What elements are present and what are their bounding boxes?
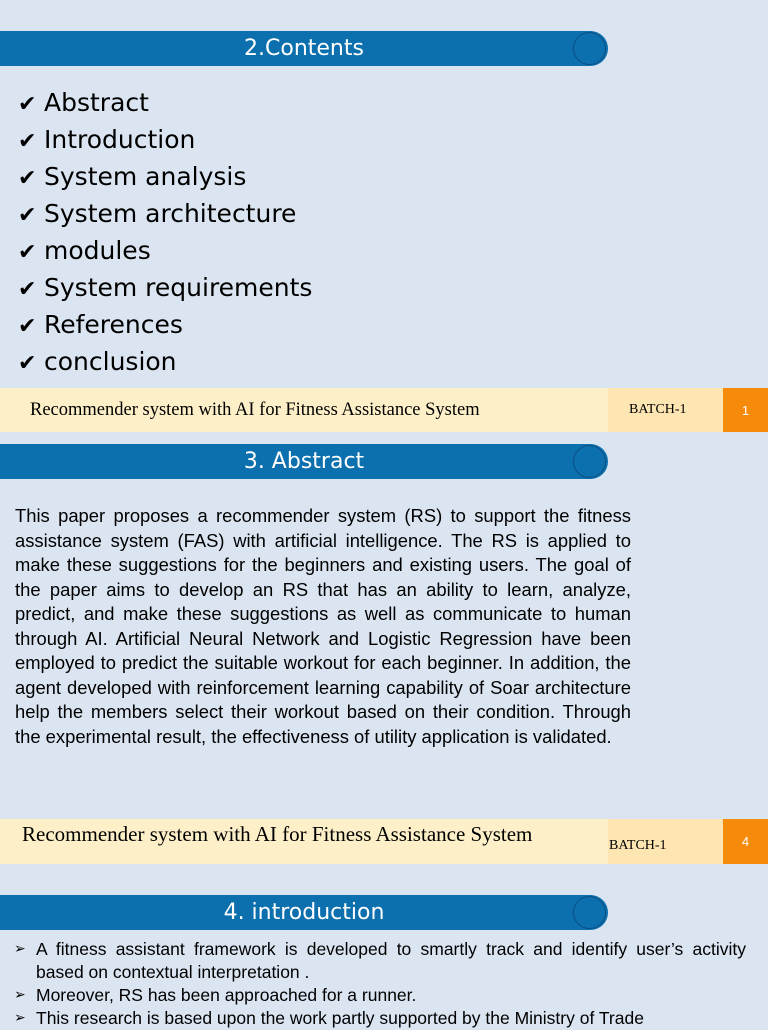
arrow-bullet-icon: ➢ <box>14 941 26 957</box>
footer-title: Recommender system with AI for Fitness Assistance System <box>0 819 608 864</box>
abstract-text: This paper proposes a recommender system (RS) to support the fitness assistance system (FAS) with artificial intelligence. The RS is applied to make these suggestions for the beginners and existing users. The goal of the paper aims to develop an RS that has an ability to learn, analyze, predict, and make these suggestions as well as communicate to human through AI. Artificial Neural Network and Logistic Regression have been employed to predict the suitable workout for each beginner. In addition, the agent developed with reinforcement learning capability of Soar architecture help the members select their workout based on their condition. Through the experimental result, the effectiveness of utility application is validated. <box>15 505 631 747</box>
introduction-heading: 4. introduction <box>223 900 385 925</box>
footer-batch: BATCH-1 <box>608 819 723 864</box>
check-mark-icon: ✔ <box>18 277 37 302</box>
list-item: ➢ This research is based upon the work partly supported by the Ministry of Trade <box>14 1008 644 1028</box>
contents-item-conclusion: ✔ conclusion <box>18 343 312 380</box>
circle-decoration-icon <box>573 445 606 478</box>
footer-title: Recommender system with AI for Fitness Assistance System <box>0 388 608 432</box>
contents-item-system-architecture: ✔ System architecture <box>18 195 312 232</box>
introduction-heading-banner <box>0 895 608 930</box>
footer-page-number: 1 <box>723 388 768 432</box>
footer-batch: BATCH-1 <box>608 388 723 432</box>
contents-item-introduction: ✔ Introduction <box>18 121 312 158</box>
contents-list <box>18 84 312 380</box>
footer-page-number: 4 <box>723 819 768 864</box>
arrow-bullet-icon: ➢ <box>14 1010 26 1026</box>
check-mark-icon: ✔ <box>18 351 37 376</box>
abstract-heading: 3. Abstract <box>243 449 365 474</box>
circle-decoration-icon <box>573 32 606 65</box>
check-mark-icon: ✔ <box>18 92 37 117</box>
contents-item-system-requirements: ✔ System requirements <box>18 269 312 306</box>
arrow-bullet-icon: ➢ <box>14 987 26 1003</box>
check-mark-icon: ✔ <box>18 314 37 339</box>
check-mark-icon: ✔ <box>18 203 37 228</box>
abstract-heading-banner <box>0 444 608 479</box>
check-mark-icon: ✔ <box>18 129 37 154</box>
slide-footer <box>0 388 768 432</box>
contents-item-system-analysis: ✔ System analysis <box>18 158 312 195</box>
list-item: ➢ Moreover, RS has been approached for a runner. <box>14 985 417 1005</box>
check-mark-icon: ✔ <box>18 240 37 265</box>
circle-decoration-icon <box>573 896 606 929</box>
check-mark-icon: ✔ <box>18 166 37 191</box>
contents-item-abstract: ✔ Abstract <box>18 84 312 121</box>
contents-item-references: ✔ References <box>18 306 312 343</box>
contents-item-modules: ✔ modules <box>18 232 312 269</box>
introduction-list <box>14 938 746 1030</box>
list-item: ➢ A fitness assistant framework is developed to smartly track and identify user’s activity based on contextual interpretation . <box>14 939 746 982</box>
contents-heading-banner <box>0 31 608 66</box>
contents-heading: 2.Contents <box>244 36 364 61</box>
slide-footer <box>0 819 768 864</box>
